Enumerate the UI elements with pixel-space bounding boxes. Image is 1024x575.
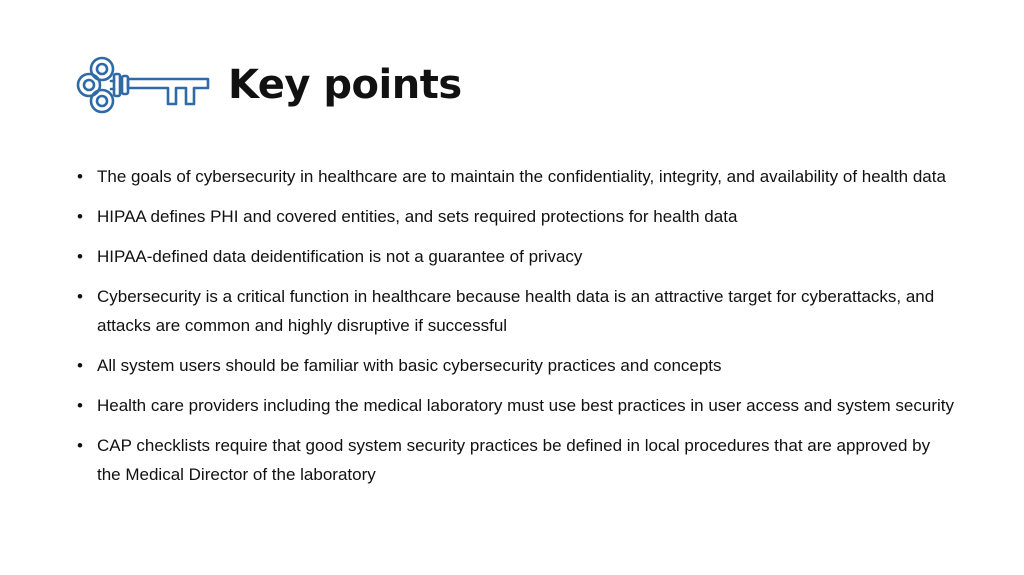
slide-header bbox=[76, 50, 462, 120]
bullet-icon: • bbox=[77, 356, 83, 375]
list-item-text: HIPAA-defined data deidentification is not a guarantee of privacy bbox=[97, 247, 583, 266]
list-item-text: Cybersecurity is a critical function in healthcare because health data is an attractive target for cyberattacks, and attacks are common and highly disruptive if successful bbox=[97, 287, 935, 335]
page-title: Key points bbox=[228, 62, 462, 108]
list-item bbox=[77, 202, 957, 231]
key-icon bbox=[76, 54, 212, 116]
list-item-text: Health care providers including the medical laboratory must use best practices in user access and system security bbox=[97, 396, 954, 415]
list-item bbox=[77, 282, 957, 340]
bullet-icon: • bbox=[77, 287, 83, 306]
list-item bbox=[77, 431, 957, 489]
list-item bbox=[77, 391, 957, 420]
bullet-icon: • bbox=[77, 396, 83, 415]
bullet-icon: • bbox=[77, 167, 83, 186]
list-item-text: The goals of cybersecurity in healthcare are to maintain the confidentiality, integrity, and availability of health data bbox=[97, 167, 946, 186]
bullet-icon: • bbox=[77, 436, 83, 455]
list-item bbox=[77, 351, 957, 380]
list-item bbox=[77, 162, 957, 191]
list-item-text: All system users should be familiar with basic cybersecurity practices and concepts bbox=[97, 356, 722, 375]
bullet-icon: • bbox=[77, 207, 83, 226]
list-item-text: HIPAA defines PHI and covered entities, and sets required protections for health data bbox=[97, 207, 738, 226]
list-item bbox=[77, 242, 957, 271]
bullet-icon: • bbox=[77, 247, 83, 266]
key-points-list bbox=[77, 162, 957, 500]
list-item-text: CAP checklists require that good system security practices be defined in local procedures that are approved by the Medical Director of the laboratory bbox=[97, 436, 931, 484]
